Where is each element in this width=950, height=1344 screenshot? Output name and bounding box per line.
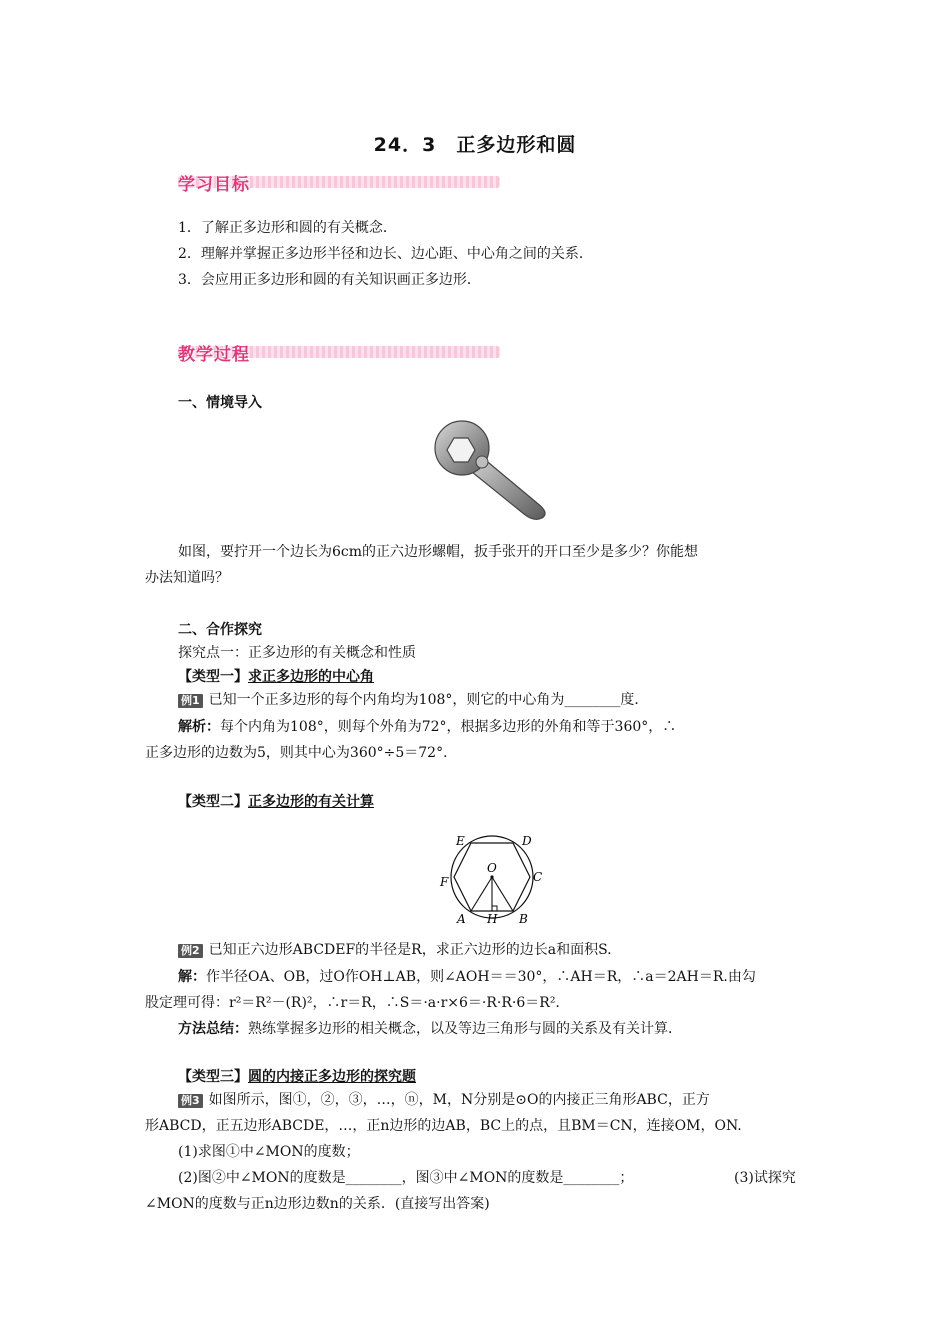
example-3-line2: 形ABCD，正五边形ABCDE，…，正n边形的边AB，BC上的点，且BM＝CN，连接OM，ON.: [145, 1118, 742, 1134]
type1-heading: [178, 667, 374, 687]
solution-label: 解析：: [178, 719, 220, 735]
type1-prefix: 【类型一】: [178, 669, 248, 685]
type3-name: 圆的内接正多边形的探究题: [248, 1069, 416, 1085]
type3-prefix: 【类型三】: [178, 1069, 248, 1085]
heading-intro: 一、情境导入: [178, 395, 262, 411]
solution-2-line2: 股定理可得：r²＝R²－(R)²，∴r＝R，∴S＝·a·r×6＝·R·R·6＝R².: [145, 995, 560, 1011]
example-tag: 例3: [178, 1094, 203, 1108]
example-2: [178, 940, 612, 960]
banner-label: 学习目标: [178, 175, 250, 195]
heading-explore: 二、合作探究: [178, 622, 262, 638]
solution-1-line2: 正多边形的边数为5，则其中心为360°÷5＝72°．: [145, 745, 458, 761]
label-B: B: [519, 912, 528, 926]
type1-name: 求正多边形的中心角: [248, 669, 374, 685]
intro-text-line2: 办法知道吗？: [145, 570, 229, 586]
solution-label: 解：: [178, 969, 206, 985]
goal-item-3: 3．会应用正多边形和圆的有关知识画正多边形．: [178, 272, 481, 288]
goal-item-2: 2．理解并掌握正多边形半径和边长、边心距、中心角之间的关系．: [178, 246, 593, 262]
example-1: [178, 690, 648, 710]
explore-point: 探究点一：正多边形的有关概念和性质: [178, 645, 416, 661]
example-1-text: 已知一个正多边形的每个内角均为108°，则它的中心角为________度．: [208, 692, 649, 708]
label-D: D: [522, 834, 532, 848]
example-3-line1: [178, 1090, 710, 1110]
example-3-text: 如图所示，图①，②，③，…，ⓝ，M，N分别是⊙O的内接正三角形ABC，正方: [208, 1092, 710, 1108]
intro-text-line1: 如图，要拧开一个边长为6cm的正六边形螺帽，扳手张开的开口至少是多少？你能想: [178, 544, 699, 560]
type2-name: 正多边形的有关计算: [248, 794, 374, 810]
example-tag: 例1: [178, 694, 203, 708]
method-label: 方法总结：: [178, 1021, 248, 1037]
type3-heading: [178, 1067, 416, 1087]
wrench-image: [432, 418, 557, 520]
type2-heading: [178, 792, 374, 812]
label-C: C: [533, 870, 543, 884]
label-F: F: [440, 875, 449, 889]
page-title: 24．3 正多边形和圆: [373, 134, 577, 156]
section-banner-process: [178, 340, 500, 365]
goal-item-1: 1．了解正多边形和圆的有关概念．: [178, 220, 397, 236]
label-E: E: [456, 834, 465, 848]
example-3-q1: (1)求图①中∠MON的度数；: [178, 1144, 360, 1160]
example-3-q2: (2)图②中∠MON的度数是________，图③中∠MON的度数是________；: [178, 1170, 634, 1186]
example-3-q3: ∠MON的度数与正n边形边数n的关系．(直接写出答案): [145, 1196, 490, 1212]
banner-label: 教学过程: [178, 345, 250, 365]
solution-1-text: 每个内角为108°，则每个外角为72°，根据多边形的外角和等于360°，∴: [220, 719, 677, 735]
solution-2-text: 作半径OA、OB，过O作OH⊥AB，则∠AOH＝＝30°，∴AH＝R，∴a＝2AH＝R.由勾: [206, 969, 756, 985]
example-tag: 例2: [178, 944, 203, 958]
label-A: A: [457, 912, 466, 926]
hexagon-diagram: [432, 828, 547, 928]
solution-1-line1: [178, 717, 676, 737]
type2-prefix: 【类型二】: [178, 794, 248, 810]
solution-2-line1: [178, 967, 756, 987]
method-text: 熟练掌握多边形的相关概念，以及等边三角形与圆的关系及有关计算．: [248, 1021, 682, 1037]
example-3-q3-start: (3)试探究: [734, 1170, 796, 1186]
method-summary: [178, 1019, 682, 1039]
label-O: O: [487, 861, 497, 875]
example-2-text: 已知正六边形ABCDEF的半径是R，求正六边形的边长a和面积S.: [208, 942, 612, 958]
section-banner-goals: [178, 170, 500, 195]
label-H: H: [487, 912, 498, 926]
